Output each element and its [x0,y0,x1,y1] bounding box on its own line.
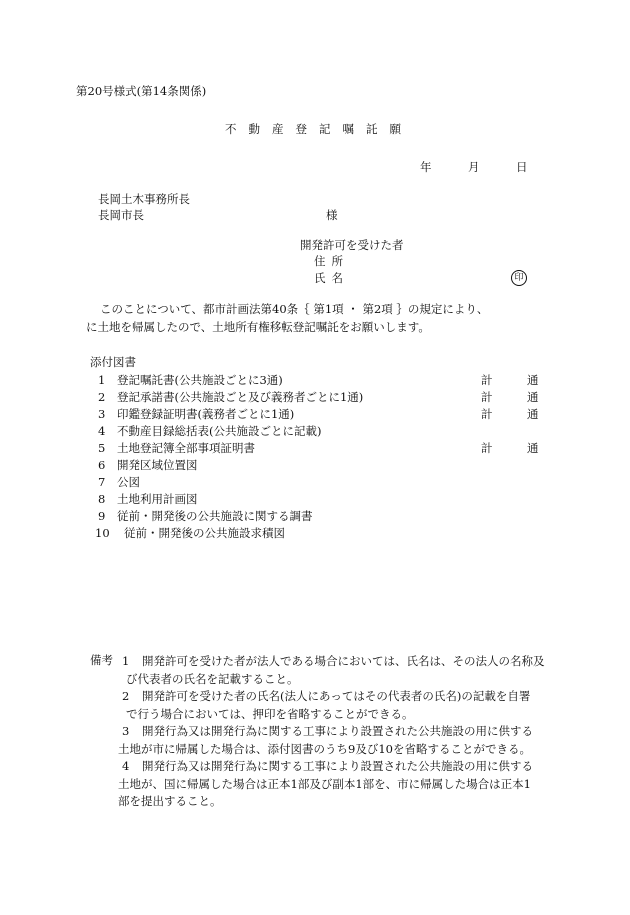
attachment-num: 10 [95,526,110,540]
name-label: 氏名 [314,271,349,285]
attachment-label: 従前・開発後の公共施設求積図 [124,526,285,540]
note-line: 開発許可を受けた者の氏名(法人にあってはその代表者の氏名)の記載を自署 [142,689,531,703]
attachment-num: 8 [98,492,106,506]
note-line: 土地が、国に帰属した場合は正本1部及び副本1部を、市に帰属した場合は正本1 [118,776,531,791]
seal-mark-icon: 印 [511,270,527,286]
attachment-num: 1 [98,373,106,387]
note-line: 開発許可を受けた者が法人である場合においては、氏名は、その法人の名称及 [142,654,545,668]
attachment-num: 6 [98,458,106,472]
addressee-1: 長岡土木事務所長 [98,192,190,206]
note-item [122,688,562,723]
attachment-copies-label: 通 [527,390,539,404]
notes-heading: 備考 [90,653,113,667]
note-item [118,758,562,811]
honorific: 様 [326,208,338,222]
attachment-num: 2 [98,390,106,404]
attachment-label: 公図 [117,475,140,489]
note-num: 2 [122,689,130,703]
address-label: 住所 [314,254,349,268]
attachment-label: 登記承諾書(公共施設ごと及び義務者ごとに1通) [117,390,364,404]
applicant-label: 開発許可を受けた者 [300,238,404,252]
note-num: 1 [122,654,130,668]
attachment-total-label: 計 [481,373,493,387]
attachment-item [0,526,630,543]
attachment-total-label: 計 [481,390,493,404]
attachment-label: 開発区域位置図 [117,458,198,472]
note-line: 開発行為又は開発行為に関する工事により設置された公共施設の用に供する [142,759,533,773]
attachment-num: 5 [98,441,106,455]
attachments-title: 添付図書 [90,355,136,369]
attachment-num: 9 [98,509,106,523]
note-line: び代表者の氏名を記載すること。 [126,671,299,686]
form-number: 第20号様式(第14条関係) [76,84,207,98]
note-item [122,653,562,688]
attachment-label: 登記嘱託書(公共施設ごとに3通) [117,373,283,387]
note-num: 3 [122,724,130,738]
attachment-label: 土地利用計画図 [117,492,198,506]
addressee-2: 長岡市長 [98,208,144,222]
note-line: 開発行為又は開発行為に関する工事により設置された公共施設の用に供する [142,724,533,738]
attachment-item [0,458,630,475]
note-num: 4 [122,759,130,773]
attachment-total-label: 計 [481,441,493,455]
date-month-label: 月 [468,160,480,174]
attachment-item [0,373,630,390]
body-line-1: このことについて、都市計画法第40条｛ 第1項 ・ 第2項 ｝の規定により、 [100,302,489,316]
note-line: 土地が市に帰属した場合は、添付図書のうち9及び10を省略することができる。 [118,741,531,756]
attachment-total-label: 計 [481,407,493,421]
date-year-label: 年 [420,160,432,174]
attachment-copies-label: 通 [527,373,539,387]
attachment-item [0,390,630,407]
attachment-copies-label: 通 [527,441,539,455]
attachment-item [0,492,630,509]
attachment-label: 印鑑登録証明書(義務者ごとに1通) [117,407,295,421]
note-item [118,723,562,758]
attachment-item [0,475,630,492]
attachment-label: 不動産目録総括表(公共施設ごとに記載) [117,424,322,438]
attachment-num: 3 [98,407,106,421]
attachment-item [0,424,630,441]
body-line-2: に土地を帰属したので、土地所有権移転登記嘱託をお願いします。 [86,320,430,334]
attachment-num: 7 [98,475,106,489]
date-day-label: 日 [516,160,528,174]
attachment-item [0,407,630,424]
document-title: 不動産登記嘱託願 [225,122,413,136]
attachment-label: 土地登記簿全部事項証明書 [117,441,255,455]
attachment-item [0,441,630,458]
attachment-num: 4 [98,424,106,438]
attachment-label: 従前・開発後の公共施設に関する調書 [117,509,313,523]
attachment-copies-label: 通 [527,407,539,421]
attachment-item [0,509,630,526]
note-line: で行う場合においては、押印を省略することができる。 [126,706,414,721]
note-line: 部を提出すること。 [118,794,222,808]
